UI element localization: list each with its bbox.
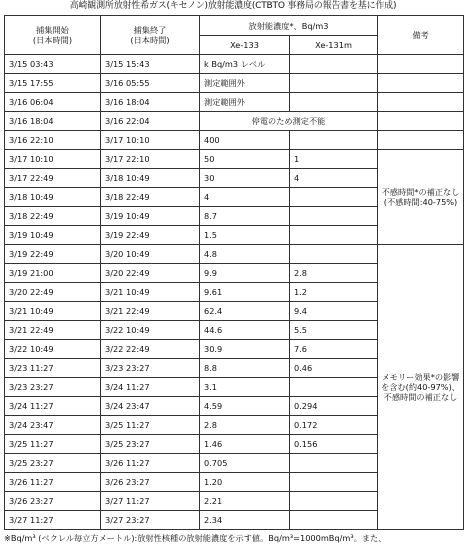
cell-start: 3/26 23:27 (5, 492, 101, 511)
cell-end: 3/23 23:27 (101, 359, 200, 378)
cell-start: 3/21 22:49 (5, 321, 101, 340)
cell-start: 3/24 11:27 (5, 397, 101, 416)
cell-xe133: 8.7 (200, 207, 290, 226)
header-xe133: Xe-133 (200, 36, 290, 55)
header-end-line2: (日本時間) (130, 35, 170, 45)
cell-start: 3/20 22:49 (5, 283, 101, 302)
cell-end: 3/19 22:49 (101, 226, 200, 245)
cell-xe131m: 5.5 (290, 321, 378, 340)
cell-xe133: 9.9 (200, 264, 290, 283)
cell-end: 3/20 10:49 (101, 245, 200, 264)
table-row (5, 245, 464, 264)
cell-xe131m: 4 (290, 169, 378, 188)
cell-end: 3/22 10:49 (101, 321, 200, 340)
cell-end: 3/22 22:49 (101, 340, 200, 359)
cell-remark-empty (378, 131, 464, 150)
header-remarks: 備考 (378, 16, 464, 55)
cell-end: 3/18 10:49 (101, 169, 200, 188)
cell-xe131m: 0.156 (290, 435, 378, 454)
table-row (5, 131, 464, 150)
cell-end: 3/18 22:49 (101, 188, 200, 207)
table-row (5, 74, 464, 93)
cell-xe133: 0.705 (200, 454, 290, 473)
cell-xe131m: 0.172 (290, 416, 378, 435)
cell-start: 3/25 11:27 (5, 435, 101, 454)
cell-start: 3/15 03:43 (5, 55, 101, 74)
cell-start: 3/19 10:49 (5, 226, 101, 245)
cell-xe133: 50 (200, 150, 290, 169)
cell-xe131m (290, 55, 378, 74)
cell-start: 3/17 22:49 (5, 169, 101, 188)
cell-xe133: 4 (200, 188, 290, 207)
cell-start: 3/18 22:49 (5, 207, 101, 226)
cell-xe131m (290, 74, 378, 93)
cell-xe131m: 1.2 (290, 283, 378, 302)
cell-end: 3/15 15:43 (101, 55, 200, 74)
cell-xe133: 1.46 (200, 435, 290, 454)
cell-xe133: 44.6 (200, 321, 290, 340)
cell-end: 3/17 22:10 (101, 150, 200, 169)
cell-end: 3/27 11:27 (101, 492, 200, 511)
cell-end: 3/19 10:49 (101, 207, 200, 226)
cell-xe133: 9.61 (200, 283, 290, 302)
cell-xe131m: 0.294 (290, 397, 378, 416)
cell-start: 3/24 23:47 (5, 416, 101, 435)
cell-start: 3/25 23:27 (5, 454, 101, 473)
cell-start: 3/16 22:10 (5, 131, 101, 150)
cell-xe131m: 7.6 (290, 340, 378, 359)
cell-xe131m (290, 93, 378, 112)
header-concentration: 放射能濃度*、Bq/m3 (200, 16, 378, 36)
cell-xe133: 測定範囲外 (200, 74, 290, 93)
table-row (5, 150, 464, 169)
cell-xe133: 2.8 (200, 416, 290, 435)
cell-xe131m (290, 188, 378, 207)
cell-end: 3/25 23:27 (101, 435, 200, 454)
cell-xe133: k Bq/m3 レベル (200, 55, 290, 74)
cell-xe133: 30.9 (200, 340, 290, 359)
table-row (5, 93, 464, 112)
cell-start: 3/27 11:27 (5, 511, 101, 530)
cell-xe133: 2.21 (200, 492, 290, 511)
cell-end: 3/25 11:27 (101, 416, 200, 435)
cell-xe133: 1.20 (200, 473, 290, 492)
cell-start: 3/26 11:27 (5, 473, 101, 492)
cell-end: 3/16 05:55 (101, 74, 200, 93)
header-start-line1: 捕集開始 (36, 25, 69, 35)
cell-xe131m (290, 473, 378, 492)
cell-start: 3/19 22:49 (5, 245, 101, 264)
document-title: 高崎観測所放射性希ガス(キセノン)放射能濃度(CTBTO 事務局の報告書を基に作成) (69, 1, 397, 11)
header-end-line1: 捕集終了 (133, 25, 167, 35)
remark-group2: メモリー効果*の影響を含む(約40-97%)、不感時間の補正なし (378, 245, 464, 530)
cell-xe131m (290, 131, 378, 150)
header-end (101, 16, 200, 55)
cell-xe131m (290, 245, 378, 264)
cell-start: 3/18 10:49 (5, 188, 101, 207)
footnote: ※Bq/m³ (ベクレル毎立方メートル):放射性核種の放射能濃度を示す値。Bq/m³=1000mBq/m³。また、 (4, 533, 387, 543)
cell-start: 3/22 10:49 (5, 340, 101, 359)
cell-xe133: 8.8 (200, 359, 290, 378)
xenon-concentration-table (4, 15, 464, 530)
cell-end: 3/20 22:49 (101, 264, 200, 283)
cell-xe133: 4.8 (200, 245, 290, 264)
cell-start: 3/19 21:00 (5, 264, 101, 283)
table-body (5, 55, 464, 530)
header-xe131m: Xe-131m (290, 36, 378, 55)
table-row (5, 55, 464, 74)
cell-end: 3/24 11:27 (101, 378, 200, 397)
cell-xe131m (290, 207, 378, 226)
cell-start: 3/16 06:04 (5, 93, 101, 112)
cell-xe133: 1.5 (200, 226, 290, 245)
cell-xe131m (290, 454, 378, 473)
cell-xe133: 62.4 (200, 302, 290, 321)
cell-xe133: 3.1 (200, 378, 290, 397)
cell-xe133: 400 (200, 131, 290, 150)
cell-end: 3/27 23:27 (101, 511, 200, 530)
cell-end: 3/24 23:47 (101, 397, 200, 416)
cell-end: 3/17 10:10 (101, 131, 200, 150)
cell-start: 3/23 23:27 (5, 378, 101, 397)
cell-xe133: 4.59 (200, 397, 290, 416)
cell-end: 3/26 23:27 (101, 473, 200, 492)
cell-end: 3/21 22:49 (101, 302, 200, 321)
cell-xe133: 2.34 (200, 511, 290, 530)
cell-xe131m (290, 511, 378, 530)
cell-start: 3/16 18:04 (5, 112, 101, 131)
cell-end: 3/26 11:27 (101, 454, 200, 473)
cell-remark-empty (378, 93, 464, 112)
cell-xe131m: 1 (290, 150, 378, 169)
remark-group1: 不感時間*の補正なし(不感時間:40-75%) (378, 150, 464, 245)
cell-xe131m (290, 492, 378, 511)
cell-start: 3/23 11:27 (5, 359, 101, 378)
header-start (5, 16, 101, 55)
cell-xe131m (290, 226, 378, 245)
cell-end: 3/16 18:04 (101, 93, 200, 112)
cell-note: 停電のため測定不能 (200, 112, 378, 131)
cell-remark-empty (378, 112, 464, 131)
cell-end: 3/16 22:04 (101, 112, 200, 131)
cell-xe131m (290, 378, 378, 397)
cell-remark-empty (378, 55, 464, 74)
cell-xe131m: 0.46 (290, 359, 378, 378)
table-row (5, 112, 464, 131)
cell-start: 3/17 10:10 (5, 150, 101, 169)
cell-xe131m: 9.4 (290, 302, 378, 321)
cell-xe131m: 2.8 (290, 264, 378, 283)
cell-xe133: 30 (200, 169, 290, 188)
cell-end: 3/21 10:49 (101, 283, 200, 302)
header-start-line2: (日本時間) (32, 35, 73, 45)
cell-start: 3/21 10:49 (5, 302, 101, 321)
cell-start: 3/15 17:55 (5, 74, 101, 93)
cell-remark-empty (378, 74, 464, 93)
cell-xe133: 測定範囲外 (200, 93, 290, 112)
